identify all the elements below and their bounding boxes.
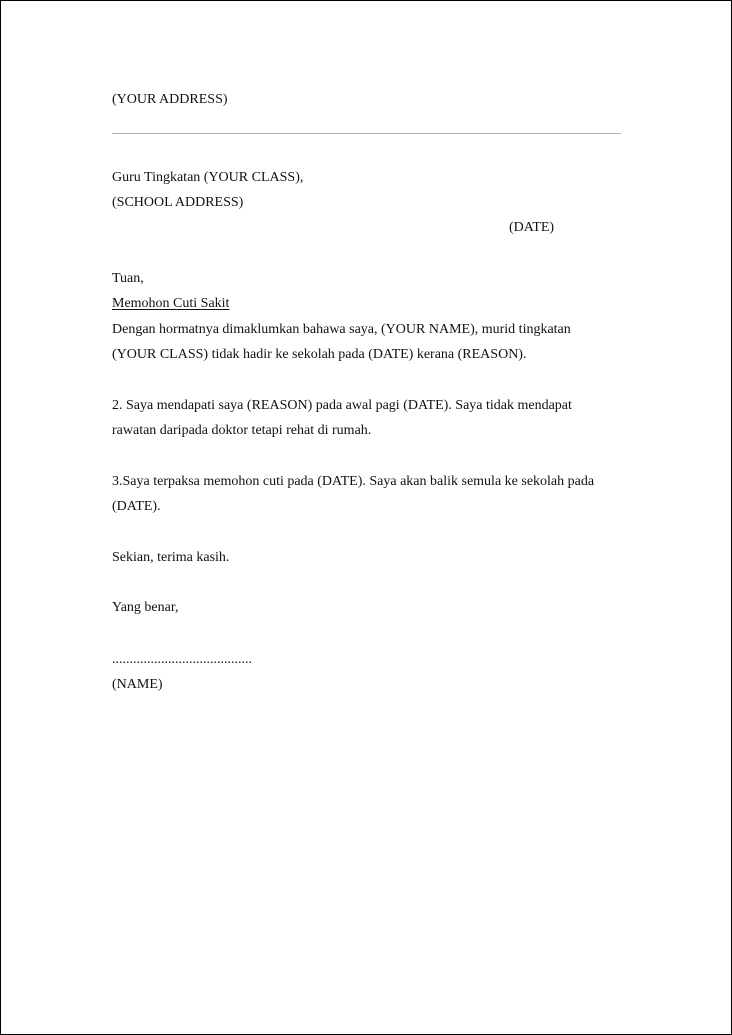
paragraph-1-line-1: Dengan hormatnya dimaklumkan bahawa saya, (YOUR NAME), murid tingkatan (112, 322, 571, 337)
closing-line: Sekian, terima kasih. (112, 550, 230, 565)
recipient-line-1: Guru Tingkatan (YOUR CLASS), (112, 170, 304, 185)
paragraph-3-line-1: 3.Saya terpaksa memohon cuti pada (DATE). Saya akan balik semula ke sekolah pada (112, 474, 595, 489)
sender-address: (YOUR ADDRESS) (112, 92, 228, 107)
paragraph-2-line-1: 2. Saya mendapati saya (REASON) pada awal pagi (DATE). Saya tidak mendapat (112, 398, 572, 413)
signatory-name: (NAME) (112, 677, 163, 692)
address-divider (112, 133, 621, 134)
salutation: Tuan, (112, 271, 144, 286)
paragraph-2-line-2: rawatan daripada doktor tetapi rehat di rumah. (112, 423, 372, 438)
recipient-line-2: (SCHOOL ADDRESS) (112, 195, 244, 210)
paragraph-3-line-2: (DATE). (112, 499, 161, 514)
signoff: Yang benar, (112, 600, 179, 615)
signature-line: ........................................ (112, 652, 252, 667)
letter-subject: Memohon Cuti Sakit (112, 296, 230, 311)
letter-date: (DATE) (509, 220, 555, 235)
paragraph-1-line-2: (YOUR CLASS) tidak hadir ke sekolah pada (DATE) kerana (REASON). (112, 347, 527, 362)
